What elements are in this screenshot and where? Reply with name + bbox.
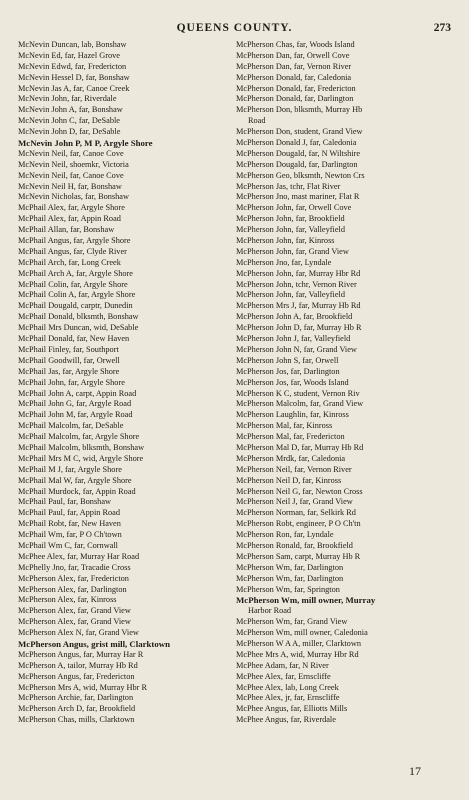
directory-entry: McPherson Mrs J, far, Murray Hb Rd — [236, 301, 361, 311]
directory-entry: McPhail Colin A, far, Argyle Shore — [18, 290, 136, 300]
directory-entry: McNevin Hessel D, far, Bonshaw — [18, 72, 130, 82]
directory-entry: McPherson Angus, grist mill, Clarktown — [18, 638, 170, 649]
directory-entry: McPhee Alex, far, Ernscliffe — [236, 671, 331, 681]
directory-entry: McPherson Wm, far, Grand View — [236, 617, 348, 627]
directory-entry: McPherson A, tailor, Murray Hb Rd — [18, 660, 138, 670]
directory-entry: McPhail John M, far, Argyle Road — [18, 410, 133, 420]
directory-entry: McPherson John A, far, Brookfield — [236, 312, 353, 322]
directory-entry: McPhee Alex, lab, Long Creek — [236, 682, 339, 692]
directory-entry: McPherson Ronald, far, Brookfield — [236, 540, 353, 550]
directory-entry: McPhail Allan, far, Bonshaw — [18, 225, 115, 235]
directory-entry: McPherson Donald J, far, Caledonia — [236, 138, 357, 148]
directory-entry: McPhail Malcolm, far, DeSable — [18, 421, 124, 431]
directory-entry: McPhelly Jno, far, Tracadie Cross — [18, 562, 131, 572]
directory-entry: McPhail John A, carpt, Appin Road — [18, 388, 137, 398]
directory-entry: McPhail Malcolm, far, Argyle Shore — [18, 432, 140, 442]
directory-entry: McPhail Goodwill, far, Orwell — [18, 355, 120, 365]
directory-entry: McPherson John, far, Valleyfield — [236, 290, 345, 300]
directory-entry: McPherson John, far, Grand View — [236, 246, 349, 256]
directory-entry: McPherson Chas, mills, Clarktown — [18, 715, 135, 725]
directory-entry: McPhee Alex, far, Murray Har Road — [18, 551, 140, 561]
directory-entry: McNevin Duncan, lab, Bonshaw — [18, 40, 127, 49]
directory-entry: McPherson Angus, far, Murray Har R — [18, 649, 144, 659]
directory-entry: McPhail Wm, far, P O Ch'town — [18, 530, 122, 540]
directory-entry: McPherson Don, student, Grand View — [236, 127, 363, 137]
directory-entry: McPhail Mal W, far, Argyle Shore — [18, 475, 132, 485]
directory-entry: McPhail Alex, far, Argyle Shore — [18, 203, 125, 213]
directory-entry: McPhee Alex, jr, far, Ernscliffe — [236, 693, 340, 703]
directory-entry: McPherson Dan, far, Orwell Cove — [236, 50, 350, 60]
directory-entry: McNevin Neil H, far, Bonshaw — [18, 181, 122, 191]
directory-entry: McNevin John P, M P, Argyle Shore — [18, 138, 153, 149]
directory-entry: McPherson Alex, far, Grand View — [18, 617, 131, 627]
directory-entry: McPherson John, far, Murray Hbr Rd — [236, 268, 361, 278]
directory-entry: McPhail Wm C, far, Cornwall — [18, 540, 118, 550]
directory-entry: McPherson Malcolm, far, Grand View — [236, 399, 364, 409]
directory-entry: McPhail Mrs M C, wid, Argyle Shore — [18, 453, 144, 463]
directory-entry: McNevin John, far, Riverdale — [18, 94, 117, 104]
directory-entry: McPhail Murdock, far, Appin Road — [18, 486, 136, 496]
directory-entry: McPherson Neil, far, Vernon River — [236, 464, 352, 474]
directory-entry: McPherson Donald, far, Caledonia — [236, 72, 352, 82]
directory-entry: McPherson John J, far, Valleyfield — [236, 334, 351, 344]
right-column — [236, 40, 456, 726]
directory-entry: McPherson Jos, far, Darlington — [236, 366, 340, 376]
directory-entry: McPherson Donald, far, Fredericton — [236, 83, 356, 93]
directory-entry: McPherson Wm, mill owner, Caledonia — [236, 628, 368, 638]
directory-entry: McPherson Jno, far, Lyndale — [236, 257, 332, 267]
directory-entry: McPhail Arch, far, Long Creek — [18, 257, 121, 267]
directory-entry: McPherson Mal D, far, Murray Hb Rd — [236, 442, 364, 452]
directory-entry: McPhail Finley, far, Southport — [18, 344, 119, 354]
directory-entry: McPherson Mrdk, far, Caledonia — [236, 453, 346, 463]
directory-entry: McPherson Geo, blksmth, Newton Crs — [236, 170, 365, 180]
directory-entry: McPherson Alex N, far, Grand View — [18, 628, 139, 638]
directory-entry: McPhail Donald, far, New Haven — [18, 334, 130, 344]
directory-entry: McPherson Alex, far, Fredericton — [18, 573, 129, 583]
directory-entry: McPhail Jas, far, Argyle Shore — [18, 366, 120, 376]
directory-entry: McNevin John D, far, DeSable — [18, 127, 121, 137]
directory-entry: McPhail Dougald, carptr, Dunedin — [18, 301, 133, 311]
directory-entry: McNevin Neil, shoemkr, Victoria — [18, 159, 129, 169]
directory-entry: McPhee Angus, far, Riverdale — [236, 715, 336, 725]
directory-entry: McPhail Mrs Duncan, wid, DeSable — [18, 323, 139, 333]
directory-entry: McPherson Laughlin, far, Kinross — [236, 410, 349, 420]
directory-entry: McPherson Angus, far, Fredericton — [18, 671, 135, 681]
directory-entry: McPherson John, tchr, Vernon River — [236, 279, 357, 289]
directory-entry: McPhail John G, far, Argyle Road — [18, 399, 132, 409]
directory-entry: McPhail Malcolm, blksmth, Bonshaw — [18, 442, 145, 452]
directory-entry: McPherson John N, far, Grand View — [236, 344, 357, 354]
directory-entry: McPherson Neil G, far, Newton Cross — [236, 486, 363, 496]
directory-entry: McPherson Donald, far, Darlington — [236, 94, 354, 104]
page-title: QUEENS COUNTY. — [176, 22, 293, 34]
directory-entry: McNevin Edwd, far, Fredericton — [18, 61, 127, 71]
directory-entry: McPherson Mrs A, wid, Murray Hbr R — [18, 682, 148, 692]
directory-entry: McPherson Dougald, far, Darlington — [236, 159, 358, 169]
directory-entry: McPherson Neil D, far, Kinross — [236, 475, 342, 485]
directory-entry: McPhail Colin, far, Argyle Shore — [18, 279, 128, 289]
directory-entry: McNevin Neil, far, Canoe Cove — [18, 148, 124, 158]
directory-entry: McPherson Jas, tchr, Flat River — [236, 181, 341, 191]
directory-entry: McPhail M J, far, Argyle Shore — [18, 464, 122, 474]
directory-entry: McPhail John, far, Argyle Shore — [18, 377, 125, 387]
directory-entry: McPherson Don, blksmth, Murray Hb — [236, 105, 363, 115]
directory-entry: McPherson Wm, mill owner, Murray — [236, 595, 376, 606]
page-header — [0, 22, 469, 38]
page-number: 273 — [433, 22, 451, 34]
directory-entry: McPherson Alex, far, Grand View — [18, 606, 131, 616]
directory-entry: McPherson Wm, far, Darlington — [236, 573, 344, 583]
directory-entry: McPherson Alex, far, Darlington — [18, 584, 127, 594]
directory-entry: McPherson Norman, far, Selkirk Rd — [236, 508, 356, 518]
directory-entry: McNevin Jas A, far, Canoe Creek — [18, 83, 130, 93]
directory-entry: McPherson Dan, far, Vernon River — [236, 61, 352, 71]
directory-entry: Road — [248, 116, 266, 126]
directory-entry: McPhail Donald, blksmth, Bonshaw — [18, 312, 139, 322]
directory-entry: McNevin Ed, far, Hazel Grove — [18, 50, 120, 60]
directory-entry: McPhail Angus, far, Argyle Shore — [18, 236, 131, 246]
directory-entry: McNevin John A, far, Bonshaw — [18, 105, 123, 115]
directory-entry: McPhail Arch A, far, Argyle Shore — [18, 268, 133, 278]
directory-entry: McPherson Sam, carpt, Murray Hb R — [236, 551, 361, 561]
directory-entry: McPhee Mrs A, wid, Murray Hbr Rd — [236, 649, 359, 659]
directory-entry: Harbor Road — [248, 606, 292, 616]
signature-mark: 17 — [409, 764, 421, 778]
directory-entry: McPherson Chas, far, Woods Island — [236, 40, 355, 49]
directory-entry: McPherson John, far, Brookfield — [236, 214, 345, 224]
directory-entry: McNevin John C, far, DeSable — [18, 116, 120, 126]
directory-entry: McPherson Wm, far, Springton — [236, 584, 340, 594]
directory-entry: McPherson Mal, far, Fredericton — [236, 432, 345, 442]
directory-entry: McPherson Ron, far, Lyndale — [236, 530, 334, 540]
directory-entry: McPhail Angus, far, Clyde River — [18, 246, 127, 256]
directory-entry: McPherson Jos, far, Woods Island — [236, 377, 349, 387]
left-column — [18, 40, 238, 726]
directory-entry: McPherson John, far, Orwell Cove — [236, 203, 352, 213]
directory-entry: McPherson Robt, engineer, P O Ch'tn — [236, 519, 361, 529]
directory-entry: McPherson Arch D, far, Brookfield — [18, 704, 136, 714]
directory-entry: McNevin Neil, far, Canoe Cove — [18, 170, 124, 180]
directory-entry: McPherson K C, student, Vernon Riv — [236, 388, 360, 398]
directory-entry: McPhail Robt, far, New Haven — [18, 519, 121, 529]
directory-entry: McPhee Adam, far, N River — [236, 660, 329, 670]
directory-entry: McPherson W A A, miller, Clarktown — [236, 638, 361, 648]
directory-entry: McPhail Alex, far, Appin Road — [18, 214, 121, 224]
directory-entry: McPherson John D, far, Murray Hb R — [236, 323, 362, 333]
directory-entry: McPhail Paul, far, Appin Road — [18, 508, 120, 518]
directory-entry: McPhail Paul, far, Bonshaw — [18, 497, 111, 507]
directory-entry: McPherson Mal, far, Kinross — [236, 421, 333, 431]
directory-entry: McPherson Wm, far, Darlington — [236, 562, 344, 572]
directory-entry: McPherson John, far, Valleyfield — [236, 225, 345, 235]
directory-entry: McNevin Nicholas, far, Bonshaw — [18, 192, 129, 202]
directory-entry: McPherson Archie, far, Darlington — [18, 693, 134, 703]
directory-entry: McPhee Angus, far, Elliotts Mills — [236, 704, 348, 714]
directory-entry: McPherson Dougald, far, N Wiltshire — [236, 148, 361, 158]
directory-entry: McPherson Jno, mast mariner, Flat R — [236, 192, 360, 202]
directory-entry: McPherson Alex, far, Kinross — [18, 595, 117, 605]
directory-entry: McPherson John S, far, Orwell — [236, 355, 339, 365]
directory-entry: McPherson John, far, Kinross — [236, 236, 335, 246]
directory-entry: McPherson Neil J, far, Grand View — [236, 497, 353, 507]
